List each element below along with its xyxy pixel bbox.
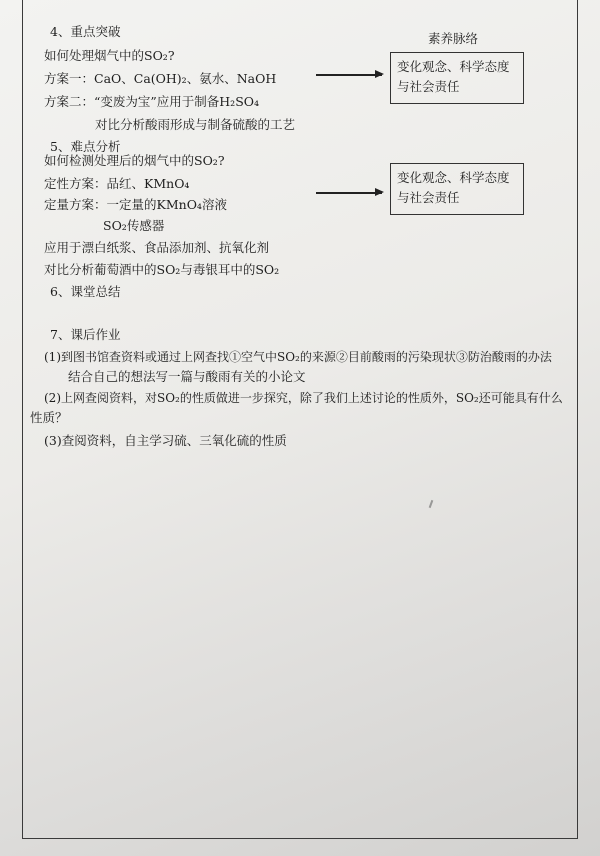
section-7-title: 7、课后作业 <box>50 327 121 342</box>
section-5-application: 应用于漂白纸浆、食品添加剂、抗氧化剂 <box>44 240 270 255</box>
section-4-plan1: 方案一：CaO、Ca(OH)₂、氨水、NaOH <box>44 71 277 86</box>
homework-2-line1: (2)上网查阅资料，对SO₂的性质做进一步探究，除了我们上述讨论的性质外，SO₂还可能具有什么 <box>44 391 563 405</box>
section-5-question: 如何检测处理后的烟气中的SO₂? <box>44 153 225 168</box>
section-4-plan2: 方案二：“变废为宝”应用于制备H₂SO₄ <box>44 94 260 109</box>
section-4-question: 如何处理烟气中的SO₂? <box>44 48 175 63</box>
arrow-icon <box>316 192 382 194</box>
homework-3: (3)查阅资料，自主学习硫、三氧化硫的性质 <box>44 433 287 448</box>
box2-line2: 与社会责任 <box>397 190 460 205</box>
competency-box-1 <box>390 52 524 104</box>
section-4-title: 4、重点突破 <box>50 24 121 39</box>
section-5-qualitative: 定性方案：品红、KMnO₄ <box>44 176 190 191</box>
side-heading: 素养脉络 <box>428 31 479 46</box>
box2-line1: 变化观念、科学态度 <box>397 170 510 185</box>
section-5-compare: 对比分析葡萄酒中的SO₂与毒银耳中的SO₂ <box>44 262 280 277</box>
homework-1-line1: (1)到图书馆查资料或通过上网查找①空气中SO₂的来源②目前酸雨的污染现状③防治酸雨的办法 <box>44 350 552 364</box>
section-5-quantitative: 定量方案：一定量的KMnO₄溶液 <box>44 197 227 212</box>
section-4-plan2-detail: 对比分析酸雨形成与制备硫酸的工艺 <box>95 117 296 132</box>
section-5-sensor: SO₂传感器 <box>103 218 165 233</box>
homework-1-line2: 结合自己的想法写一篇与酸雨有关的小论文 <box>68 369 306 384</box>
competency-box-2 <box>390 163 524 215</box>
homework-2-line2: 性质？ <box>30 410 68 425</box>
box1-line1: 变化观念、科学态度 <box>397 59 510 74</box>
box1-line2: 与社会责任 <box>397 79 460 94</box>
section-6-title: 6、课堂总结 <box>50 284 121 299</box>
arrow-icon <box>316 74 382 76</box>
section-5-title: 5、难点分析 <box>50 139 121 154</box>
